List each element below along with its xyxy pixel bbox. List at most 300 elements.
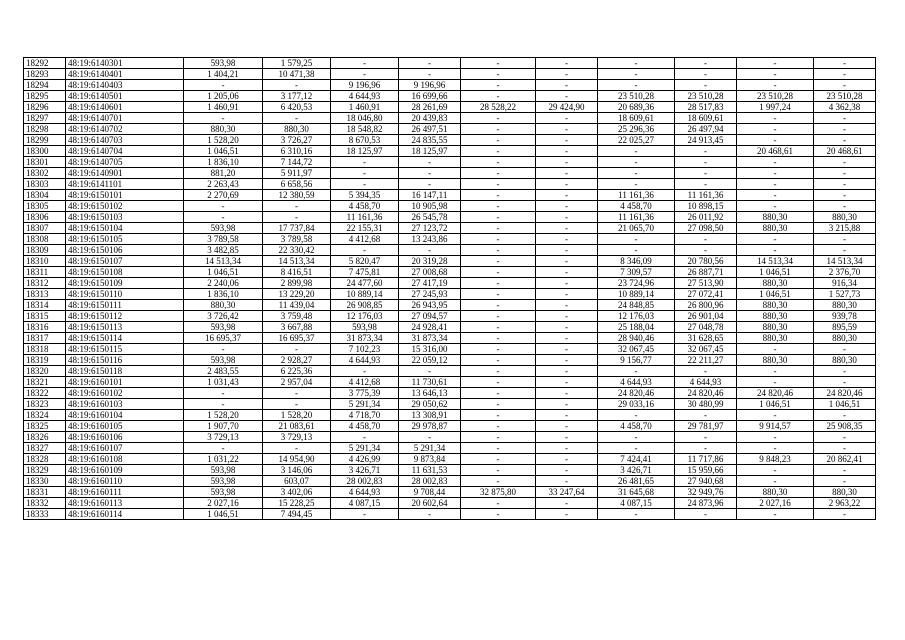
row-number-cell: 18323 [24,399,66,410]
value-2-cell: 5 911,97 [263,168,331,179]
value-2-cell: 6 420,53 [263,102,331,113]
value-8-cell: 29 781,97 [675,421,737,432]
value-2-cell: 6 658,56 [263,179,331,190]
value-10-cell: 14 513,34 [814,256,876,267]
value-2-cell: 3 402,06 [263,487,331,498]
row-number-cell: 18309 [24,245,66,256]
value-4-cell: 20 439,83 [399,113,461,124]
value-3-cell: 7 102,23 [331,344,399,355]
value-1-cell: 2 240,06 [184,278,263,289]
value-8-cell: 26 011,92 [675,212,737,223]
value-7-cell: - [598,146,675,157]
value-8-cell: 26 497,94 [675,124,737,135]
cadastral-number-cell: 48:19:6140705 [66,157,184,168]
value-8-cell: 26 800,96 [675,300,737,311]
value-1-cell: 2 270,69 [184,190,263,201]
value-8-cell: - [675,509,737,520]
value-6-cell: - [536,212,598,223]
value-8-cell: - [675,366,737,377]
value-6-cell: 33 247,64 [536,487,598,498]
value-6-cell: - [536,344,598,355]
cadastral-number-cell: 48:19:6160104 [66,410,184,421]
value-1-cell: 881,20 [184,168,263,179]
value-9-cell: 880,30 [737,278,814,289]
value-2-cell: 16 695,37 [263,333,331,344]
row-number-cell: 18296 [24,102,66,113]
value-1-cell: - [184,344,263,355]
value-9-cell: - [737,80,814,91]
value-8-cell: 32 949,76 [675,487,737,498]
value-2-cell: 1 528,20 [263,410,331,421]
value-1-cell: 1 836,10 [184,289,263,300]
value-5-cell: - [461,377,536,388]
value-7-cell: 18 609,61 [598,113,675,124]
value-3-cell: 4 644,93 [331,91,399,102]
value-10-cell: 916,34 [814,278,876,289]
value-7-cell: 3 426,71 [598,465,675,476]
value-1-cell: 2 027,16 [184,498,263,509]
value-4-cell: 13 243,86 [399,234,461,245]
table-row [24,388,876,399]
value-6-cell: - [536,80,598,91]
row-number-cell: 18299 [24,135,66,146]
value-7-cell: 11 161,36 [598,190,675,201]
value-3-cell: 5 291,34 [331,399,399,410]
value-4-cell: 31 873,34 [399,333,461,344]
value-10-cell: - [814,366,876,377]
row-number-cell: 18298 [24,124,66,135]
value-3-cell: - [331,58,399,69]
value-9-cell: - [737,69,814,80]
value-3-cell: 593,98 [331,322,399,333]
value-4-cell: 29 050,62 [399,399,461,410]
value-10-cell: - [814,113,876,124]
table-row [24,58,876,69]
value-6-cell: - [536,58,598,69]
row-number-cell: 18324 [24,410,66,421]
value-5-cell: - [461,179,536,190]
row-number-cell: 18320 [24,366,66,377]
value-3-cell: - [331,509,399,520]
value-4-cell: 27 245,93 [399,289,461,300]
value-1-cell: 593,98 [184,476,263,487]
table-row [24,168,876,179]
value-3-cell: 28 002,83 [331,476,399,487]
value-4-cell: - [399,509,461,520]
value-5-cell: - [461,91,536,102]
value-4-cell: 27 008,68 [399,267,461,278]
value-7-cell: 12 176,03 [598,311,675,322]
value-9-cell: 880,30 [737,223,814,234]
table-row [24,366,876,377]
value-3-cell: - [331,245,399,256]
value-3-cell: 7 475,81 [331,267,399,278]
cadastral-number-cell: 48:19:6160114 [66,509,184,520]
value-3-cell: 11 161,36 [331,212,399,223]
value-1-cell: 593,98 [184,322,263,333]
value-10-cell: - [814,234,876,245]
value-6-cell: - [536,289,598,300]
value-10-cell: 25 908,35 [814,421,876,432]
value-6-cell: - [536,267,598,278]
value-7-cell: 26 481,65 [598,476,675,487]
cadastral-number-cell: 48:19:6160105 [66,421,184,432]
value-6-cell: - [536,509,598,520]
value-9-cell: 880,30 [737,487,814,498]
value-9-cell: - [737,168,814,179]
value-1-cell: - [184,443,263,454]
value-7-cell: - [598,432,675,443]
value-1-cell: 1 046,51 [184,267,263,278]
value-3-cell: 3 426,71 [331,465,399,476]
value-1-cell: 593,98 [184,487,263,498]
value-8-cell: - [675,69,737,80]
value-6-cell: - [536,256,598,267]
cadastral-number-cell: 48:19:6160110 [66,476,184,487]
value-1-cell: 593,98 [184,223,263,234]
value-5-cell: - [461,410,536,421]
value-2-cell: 3 177,12 [263,91,331,102]
table-row [24,289,876,300]
cadastral-number-cell: 48:19:6150114 [66,333,184,344]
value-3-cell: 1 460,91 [331,102,399,113]
row-number-cell: 18319 [24,355,66,366]
value-1-cell: - [184,399,263,410]
value-6-cell: - [536,454,598,465]
value-10-cell: 880,30 [814,333,876,344]
value-7-cell: 29 033,16 [598,399,675,410]
row-number-cell: 18325 [24,421,66,432]
value-8-cell: 27 513,90 [675,278,737,289]
value-2-cell: 13 229,20 [263,289,331,300]
row-number-cell: 18295 [24,91,66,102]
value-2-cell: 7 144,72 [263,157,331,168]
value-5-cell: - [461,498,536,509]
row-number-cell: 18328 [24,454,66,465]
value-4-cell: - [399,69,461,80]
value-6-cell: - [536,399,598,410]
row-number-cell: 18293 [24,69,66,80]
value-4-cell: - [399,432,461,443]
value-3-cell: 31 873,34 [331,333,399,344]
value-9-cell: - [737,179,814,190]
value-1-cell: - [184,388,263,399]
value-10-cell: - [814,410,876,421]
value-7-cell: 22 025,27 [598,135,675,146]
cadastral-number-cell: 48:19:6140401 [66,69,184,80]
cadastral-number-cell: 48:19:6150104 [66,223,184,234]
value-8-cell: - [675,443,737,454]
value-10-cell: 880,30 [814,212,876,223]
table-row [24,102,876,113]
value-9-cell: - [737,410,814,421]
value-4-cell: 26 545,78 [399,212,461,223]
value-1-cell: 1 460,91 [184,102,263,113]
value-8-cell: - [675,146,737,157]
value-3-cell: 22 155,31 [331,223,399,234]
value-3-cell: 4 644,93 [331,487,399,498]
table-row [24,267,876,278]
table-row [24,432,876,443]
value-1-cell: 1 031,43 [184,377,263,388]
table-row [24,146,876,157]
row-number-cell: 18311 [24,267,66,278]
value-2-cell: - [263,113,331,124]
value-8-cell: 27 940,68 [675,476,737,487]
cadastral-number-cell: 48:19:6150103 [66,212,184,223]
cadastral-number-cell: 48:19:6160111 [66,487,184,498]
value-8-cell: 24 820,46 [675,388,737,399]
row-number-cell: 18318 [24,344,66,355]
value-6-cell: - [536,223,598,234]
value-9-cell: 20 468,61 [737,146,814,157]
value-10-cell: 2 963,22 [814,498,876,509]
cadastral-number-cell: 48:19:6140301 [66,58,184,69]
value-5-cell: 28 528,22 [461,102,536,113]
value-10-cell: - [814,476,876,487]
cadastral-number-cell: 48:19:6141101 [66,179,184,190]
cadastral-number-cell: 48:19:6150109 [66,278,184,289]
value-3-cell: 10 889,14 [331,289,399,300]
value-1-cell: 1 404,21 [184,69,263,80]
table-row [24,223,876,234]
value-3-cell: 12 176,03 [331,311,399,322]
value-9-cell: 880,30 [737,322,814,333]
value-8-cell: - [675,80,737,91]
value-8-cell: - [675,234,737,245]
value-7-cell: 4 458,70 [598,421,675,432]
row-number-cell: 18331 [24,487,66,498]
value-1-cell: 3 482,85 [184,245,263,256]
value-6-cell: - [536,498,598,509]
value-2-cell: 6 310,16 [263,146,331,157]
value-7-cell: 11 161,36 [598,212,675,223]
value-8-cell: - [675,179,737,190]
value-10-cell: - [814,443,876,454]
value-5-cell: - [461,124,536,135]
value-2-cell: - [263,201,331,212]
table-row [24,212,876,223]
value-9-cell: - [737,509,814,520]
value-4-cell: 24 928,41 [399,322,461,333]
value-3-cell: 4 087,15 [331,498,399,509]
value-7-cell: - [598,366,675,377]
table-row [24,300,876,311]
value-2-cell: 1 579,25 [263,58,331,69]
value-9-cell: 880,30 [737,212,814,223]
value-5-cell: - [461,432,536,443]
table-row [24,454,876,465]
value-4-cell: 27 094,57 [399,311,461,322]
row-number-cell: 18294 [24,80,66,91]
value-7-cell: 9 156,77 [598,355,675,366]
value-10-cell: 1 046,51 [814,399,876,410]
row-number-cell: 18317 [24,333,66,344]
value-9-cell: - [737,443,814,454]
value-5-cell: - [461,135,536,146]
row-number-cell: 18316 [24,322,66,333]
value-7-cell: 24 848,85 [598,300,675,311]
value-2-cell: 3 789,58 [263,234,331,245]
value-5-cell: - [461,388,536,399]
value-4-cell: 13 646,13 [399,388,461,399]
value-1-cell: 880,30 [184,300,263,311]
value-1-cell: 14 513,34 [184,256,263,267]
value-10-cell: 20 468,61 [814,146,876,157]
value-10-cell: 20 862,41 [814,454,876,465]
cadastral-number-cell: 48:19:6140704 [66,146,184,157]
row-number-cell: 18314 [24,300,66,311]
value-10-cell: 939,78 [814,311,876,322]
value-9-cell: - [737,245,814,256]
value-7-cell: 20 689,36 [598,102,675,113]
value-3-cell: 4 644,93 [331,355,399,366]
row-number-cell: 18292 [24,58,66,69]
value-8-cell: 26 887,71 [675,267,737,278]
value-5-cell: - [461,113,536,124]
value-8-cell: - [675,58,737,69]
value-5-cell: - [461,278,536,289]
value-3-cell: 5 291,34 [331,443,399,454]
value-1-cell: 16 695,37 [184,333,263,344]
value-8-cell: - [675,157,737,168]
value-5-cell: - [461,443,536,454]
value-3-cell: 18 046,80 [331,113,399,124]
value-8-cell: 23 510,28 [675,91,737,102]
cadastral-number-cell: 48:19:6150118 [66,366,184,377]
value-9-cell: 9 848,23 [737,454,814,465]
value-9-cell: - [737,234,814,245]
value-1-cell: 593,98 [184,465,263,476]
value-4-cell: 11 730,61 [399,377,461,388]
row-number-cell: 18302 [24,168,66,179]
value-5-cell: - [461,289,536,300]
value-7-cell: - [598,443,675,454]
value-8-cell: - [675,410,737,421]
value-9-cell: - [737,432,814,443]
value-10-cell: - [814,377,876,388]
value-8-cell: 4 644,93 [675,377,737,388]
value-10-cell: - [814,69,876,80]
value-1-cell: 1 528,20 [184,135,263,146]
value-10-cell: - [814,135,876,146]
value-4-cell: 9 708,44 [399,487,461,498]
table-row [24,245,876,256]
value-10-cell: 2 376,70 [814,267,876,278]
value-3-cell: 3 775,39 [331,388,399,399]
value-2-cell: 880,30 [263,124,331,135]
cadastral-number-cell: 48:19:6140703 [66,135,184,146]
value-1-cell: 3 789,58 [184,234,263,245]
value-2-cell: 3 726,27 [263,135,331,146]
table-row [24,135,876,146]
value-10-cell: - [814,157,876,168]
value-4-cell: 26 497,51 [399,124,461,135]
value-3-cell: 8 670,53 [331,135,399,146]
value-5-cell: - [461,212,536,223]
value-1-cell: 593,98 [184,58,263,69]
cadastral-number-cell: 48:19:6140501 [66,91,184,102]
value-5-cell: - [461,80,536,91]
table-row [24,201,876,212]
value-10-cell: - [814,80,876,91]
table-row [24,355,876,366]
value-7-cell: 25 296,36 [598,124,675,135]
value-2-cell: 14 954,90 [263,454,331,465]
value-10-cell: 895,59 [814,322,876,333]
value-9-cell: - [737,366,814,377]
cadastral-number-cell: 48:19:6140403 [66,80,184,91]
table-row [24,487,876,498]
table-row [24,399,876,410]
table-row [24,157,876,168]
value-5-cell: - [461,256,536,267]
value-4-cell: 16 699,66 [399,91,461,102]
cadastral-number-cell: 48:19:6160101 [66,377,184,388]
value-3-cell: 26 908,85 [331,300,399,311]
value-2-cell: 2 928,27 [263,355,331,366]
value-5-cell: - [461,311,536,322]
value-2-cell: 603,07 [263,476,331,487]
row-number-cell: 18300 [24,146,66,157]
value-5-cell: - [461,476,536,487]
value-8-cell: 11 161,36 [675,190,737,201]
value-5-cell: - [461,344,536,355]
value-5-cell: - [461,333,536,344]
value-1-cell: 1 046,51 [184,509,263,520]
value-2-cell: 10 471,38 [263,69,331,80]
value-5-cell: - [461,58,536,69]
value-2-cell: 7 494,45 [263,509,331,520]
row-number-cell: 18327 [24,443,66,454]
value-10-cell: - [814,124,876,135]
value-6-cell: - [536,311,598,322]
value-7-cell: - [598,80,675,91]
value-6-cell: - [536,157,598,168]
value-10-cell: - [814,58,876,69]
value-3-cell: - [331,69,399,80]
table-row [24,344,876,355]
row-number-cell: 18301 [24,157,66,168]
value-7-cell: 25 188,04 [598,322,675,333]
value-9-cell: 9 914,57 [737,421,814,432]
value-4-cell: 9 873,84 [399,454,461,465]
value-1-cell: 593,98 [184,355,263,366]
value-6-cell: - [536,421,598,432]
value-10-cell: 23 510,28 [814,91,876,102]
row-number-cell: 18330 [24,476,66,487]
value-2-cell: 2 957,04 [263,377,331,388]
value-3-cell: 4 458,70 [331,201,399,212]
value-3-cell: - [331,168,399,179]
table-row [24,476,876,487]
cadastral-number-cell: 48:19:6150116 [66,355,184,366]
value-8-cell: 22 211,27 [675,355,737,366]
value-1-cell: 1 046,51 [184,146,263,157]
value-10-cell: 880,30 [814,355,876,366]
value-6-cell: - [536,124,598,135]
value-6-cell: - [536,366,598,377]
value-2-cell: 12 380,59 [263,190,331,201]
value-7-cell: - [598,509,675,520]
value-9-cell: 1 997,24 [737,102,814,113]
value-10-cell: 1 527,73 [814,289,876,300]
value-1-cell: - [184,201,263,212]
value-1-cell: - [184,212,263,223]
table-row [24,498,876,509]
value-5-cell: - [461,300,536,311]
value-3-cell: 24 477,60 [331,278,399,289]
